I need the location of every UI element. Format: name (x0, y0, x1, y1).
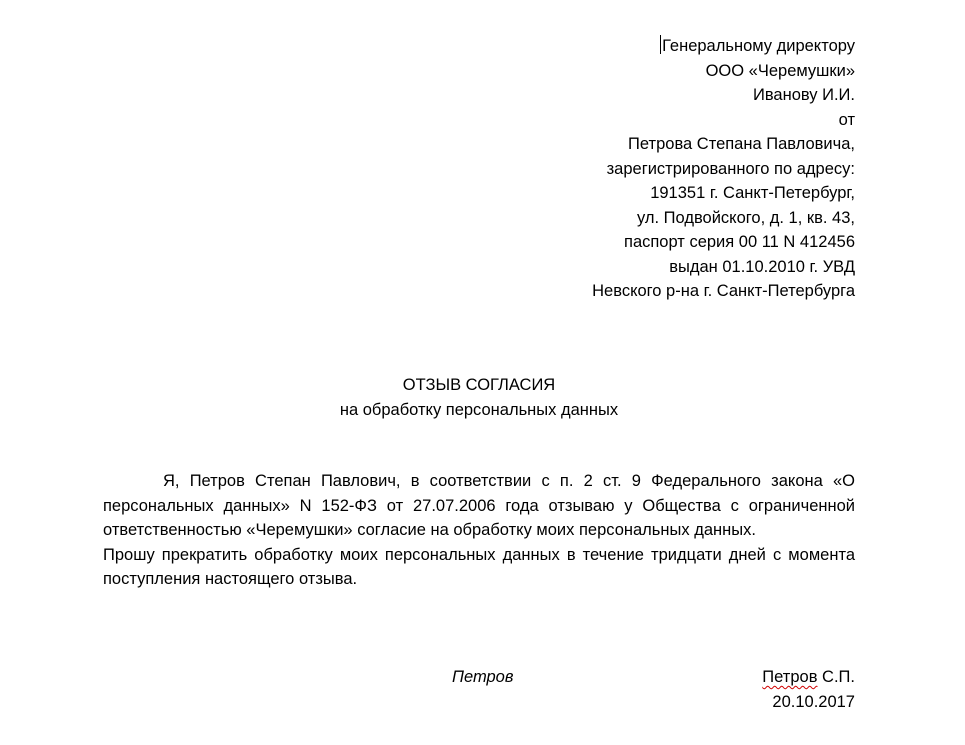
body-paragraph-1: Я, Петров Степан Павлович, в соответствии с п. 2 ст. 9 Федерального закона «О персональных данных» N 152-ФЗ от 27.07.2006 года отзываю у Общества с ограниченной ответственностью «Черемушки» согласие на обработку моих персональных данных. (103, 472, 855, 539)
title-heading: ОТЗЫВ СОГЛАСИЯ (402, 376, 556, 394)
addressee-line-1: Генеральному директору (662, 37, 855, 55)
addressee-line-8: ул. Подвойского, д. 1, кв. 43, (636, 208, 855, 227)
document-title (103, 373, 855, 422)
signer-surname: Петров (762, 668, 818, 686)
handwritten-signature: Петров (452, 668, 514, 686)
addressee-line-11: Невского р-на г. Санкт-Петербурга (592, 282, 855, 300)
addressee-block (592, 34, 855, 304)
signature-date: 20.10.2017 (772, 692, 855, 711)
text-cursor (660, 35, 661, 54)
addressee-line-3: Иванову И.И. (752, 86, 855, 104)
signer-name (762, 665, 855, 690)
addressee-line-7: 191351 г. Санкт-Петербург, (650, 184, 855, 202)
addressee-line-9: паспорт серия 00 11 N 412456 (624, 233, 855, 251)
body-paragraph-2: Прошу прекратить обработку моих персональных данных в течение тридцати дней с момента поступления настоящего отзыва. (103, 545, 855, 588)
addressee-line-5: Петрова Степана Павловича, (628, 135, 855, 153)
addressee-line-6: зарегистрированного по адресу: (606, 159, 855, 178)
addressee-line-10: выдан 01.10.2010 г. УВД (669, 257, 855, 276)
addressee-line-2: ООО «Черемушки» (705, 61, 855, 80)
signer-block (762, 665, 855, 714)
document-body (103, 469, 855, 592)
title-subheading: на обработку персональных данных (339, 400, 619, 419)
signer-initials: С.П. (817, 668, 855, 686)
addressee-line-4: от (838, 110, 855, 129)
